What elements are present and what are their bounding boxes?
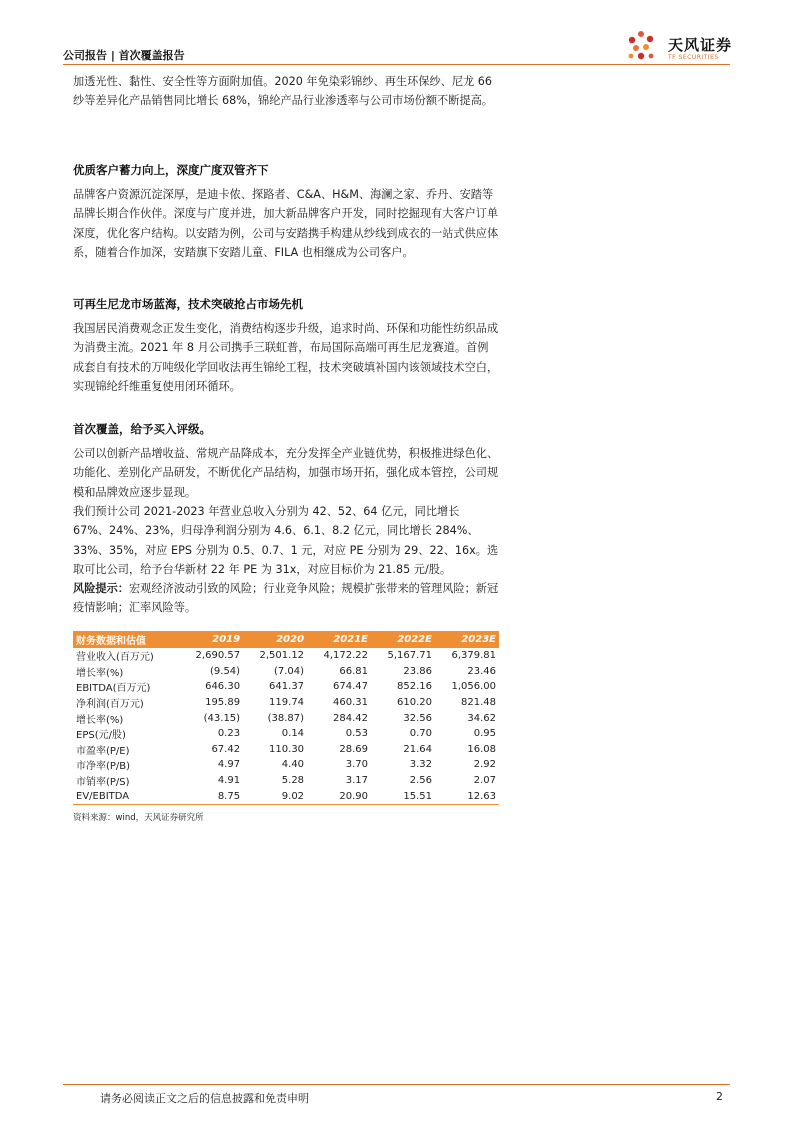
table-cell: 0.95 [473, 728, 496, 740]
column-header: 2022E [371, 631, 435, 648]
table-cell: 增长率(%) [76, 714, 124, 726]
footer-divider [63, 1084, 730, 1085]
table-cell: 8.75 [179, 788, 243, 804]
column-header: 财务数据和估值 [73, 631, 179, 648]
financial-data-table [73, 631, 499, 805]
table-cell: 641.37 [269, 681, 305, 693]
table-cell: 119.74 [269, 697, 305, 709]
table-cell: 852.16 [396, 681, 432, 693]
table-cell: 610.20 [396, 697, 432, 709]
table-cell: 21.64 [403, 743, 432, 755]
logo-chinese-text: 天风证券 [668, 36, 733, 54]
risk-label: 风险提示： [73, 582, 129, 595]
table-cell: 营业收入(百万元) [76, 652, 154, 664]
paragraph-product-value: 加透光性、黏性、安全性等方面附加值。2020 年免染彩锦纱、再生环保纱、尼龙 66 纱等差异化产品销售同比增长 68%，锦纶产品行业渗透率与公司市场份额不断提高。 [73, 75, 493, 108]
table-cell: 2.92 [473, 759, 496, 771]
table-cell: 4,172.22 [323, 650, 369, 662]
table-cell: 28.69 [339, 743, 369, 755]
table-cell: 3.32 [409, 759, 432, 771]
table-cell: 23.86 [403, 665, 432, 677]
table-cell: (7.04) [273, 665, 305, 677]
table-cell: 16.08 [467, 743, 496, 755]
table-cell: 5,167.71 [387, 650, 432, 662]
footer-disclaimer: 请务必阅读正文之后的信息披露和免责申明 [100, 1092, 309, 1105]
column-header: 2020 [243, 631, 307, 648]
table-row [73, 742, 499, 758]
column-header: 2023E [435, 631, 499, 648]
table-cell: 821.48 [461, 697, 496, 709]
table-cell: 34.62 [467, 712, 496, 724]
table-cell: 净利润(百万元) [76, 699, 144, 711]
table-row [73, 757, 499, 773]
table-cell: 110.30 [269, 743, 305, 755]
table-cell: 市净率(P/B) [76, 761, 131, 773]
heading-quality-clients: 优质客户蓄力向上，深度广度双管齐下 [73, 163, 269, 177]
table-cell: 12.63 [435, 788, 499, 804]
table-cell: (43.15) [203, 712, 241, 724]
table-cell: EBITDA(百万元) [76, 683, 151, 695]
table-cell: 0.23 [217, 728, 241, 740]
paragraph-client-resources: 品牌客户资源沉淀深厚，是迪卡侬、探路者、C&A、H&M、海澜之家、乔丹、安踏等品牌长期合作伙伴。深度与广度并进，加大新品牌客户开发，同时挖掘现有大客户订单深度，优化客户结构。以安踏为例，公司与安踏携手构建从纱线到成衣的一站式供应体系，随着合作加深，安踏旗下安踏儿童、FILA 也相继成为公司客户。 [73, 188, 499, 259]
table-cell: 674.47 [333, 681, 369, 693]
table-row [73, 726, 499, 742]
table-cell: 32.56 [403, 712, 432, 724]
logo-english-text: TF SECURITIES [668, 54, 719, 61]
table-cell: 646.30 [205, 681, 241, 693]
table-cell: 2,690.57 [195, 650, 241, 662]
heading-recycled-nylon: 可再生尼龙市场蓝海，技术突破抢占市场先机 [73, 297, 303, 311]
risk-text: 宏观经济波动引致的风险；行业竞争风险；规模扩张带来的管理风险；新冠疫情影响；汇率风险等。 [73, 582, 499, 615]
table-cell: 23.46 [467, 665, 496, 677]
table-cell: 0.70 [409, 728, 432, 740]
paragraph-recycled-nylon: 我国居民消费观念正发生变化，消费结构逐步升级，追求时尚、环保和功能性纺织品成为消费主流。2021 年 8 月公司携手三联虹普，布局国际高端可再生尼龙赛道。首例成套自有技术的万吨级化学回收法再生锦纶工程，技术突破填补国内该领域技术空白，实现锦纶纤维重复使用闭环循环。 [73, 322, 499, 393]
paragraph-forecast: 我们预计公司 2021-2023 年营业总收入分别为 42、52、64 亿元，同比增长 67%、24%、23%，归母净利润分别为 4.6、6.1、8.2 亿元，同比增长 284%、33%、35%，对应 EPS 分别为 0.5、0.7、1 元，对应 PE 分别为 29、22、16x。选取可比公司，给予台华新材 22 年 PE 为 31x，对应目标价为 21.85 元/股。 [73, 505, 499, 576]
table-cell: 市盈率(P/E) [76, 745, 130, 757]
table-row [73, 788, 499, 804]
table-cell: 4.97 [217, 759, 241, 771]
table-row [73, 648, 499, 664]
table-cell: (38.87) [267, 712, 305, 724]
table-cell: 4.40 [281, 759, 305, 771]
table-cell: 6,379.81 [451, 650, 496, 662]
table-cell: 0.14 [281, 728, 305, 740]
table-row [73, 679, 499, 695]
report-type-label: 公司报告 | 首次覆盖报告 [63, 49, 185, 62]
risk-warning [73, 579, 499, 618]
table-cell: 4.91 [217, 775, 241, 787]
table-row [73, 710, 499, 726]
table-cell: 66.81 [339, 665, 369, 677]
data-source-note: 资料来源：wind，天风证券研究所 [73, 813, 204, 823]
table-cell: EV/EBITDA [73, 788, 179, 804]
table-cell: 284.42 [333, 712, 369, 724]
table-cell: 2.07 [473, 775, 496, 787]
heading-initial-coverage: 首次覆盖，给予买入评级。 [73, 422, 211, 436]
table-cell: 9.02 [243, 788, 307, 804]
page-number: 2 [716, 1090, 723, 1103]
table-cell: 195.89 [205, 697, 241, 709]
table-cell: 3.17 [345, 775, 369, 787]
table-cell: 市销率(P/S) [76, 777, 130, 789]
table-cell: 2,501.12 [259, 650, 305, 662]
table-row [73, 664, 499, 680]
column-header: 2021E [307, 631, 371, 648]
table-cell: 20.90 [307, 788, 371, 804]
table-cell: EPS(元/股) [76, 730, 126, 742]
table-cell: 1,056.00 [451, 681, 496, 693]
table-cell: 0.53 [345, 728, 369, 740]
column-header: 2019 [179, 631, 243, 648]
table-cell: 5.28 [281, 775, 305, 787]
table-row [73, 695, 499, 711]
table-cell: (9.54) [210, 665, 241, 677]
table-cell: 增长率(%) [76, 667, 124, 679]
table-cell: 3.70 [345, 759, 369, 771]
paragraph-company-strategy: 公司以创新产品增收益、常规产品降成本，充分发挥全产业链优势，积极推进绿色化、功能化、差别化产品研发，不断优化产品结构，加强市场开拓，强化成本管控，公司规模和品牌效应逐步显现。 [73, 447, 499, 499]
table-row [73, 773, 499, 789]
table-header-row [73, 631, 499, 648]
table-cell: 15.51 [371, 788, 435, 804]
table-cell: 460.31 [333, 697, 369, 709]
table-cell: 2.56 [409, 775, 432, 787]
table-cell: 67.42 [211, 743, 241, 755]
